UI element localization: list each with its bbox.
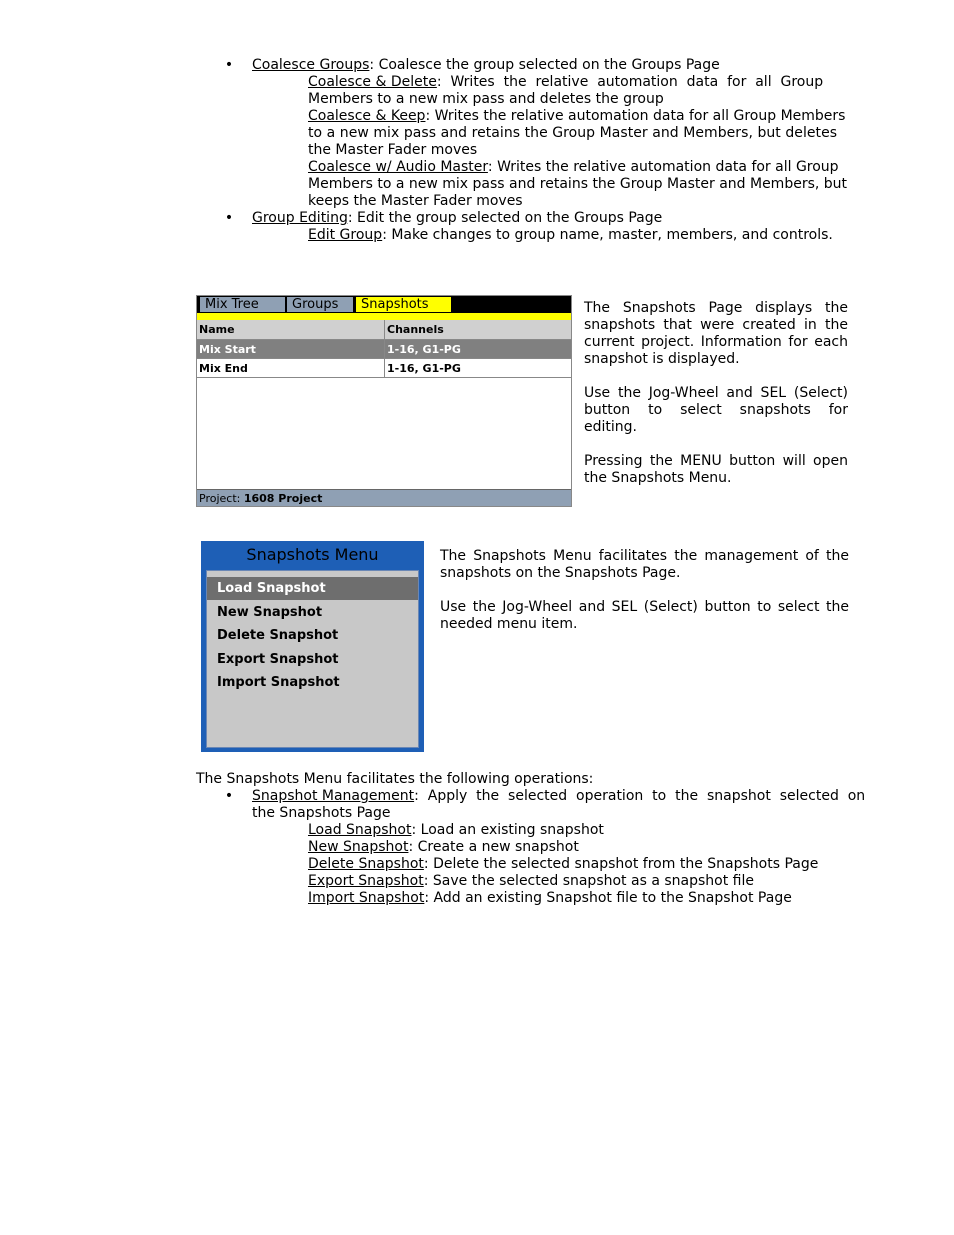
snapshot-management-desc-1: : Apply the selected operation to the snapshot selected on [414,788,866,804]
snapshots-page-text-8: Pressing the MENU button will open [584,453,848,469]
coalesce-groups-term: Coalesce Groups [252,57,370,73]
coalesce-groups-line [252,57,720,74]
bullet-coalesce-groups: • [224,57,234,73]
snapshots-menu-text-2: snapshots on the Snapshots Page. [440,565,681,581]
menu-item-new-snapshot[interactable]: New Snapshot [217,605,323,620]
menu-title: Snapshots Menu [246,545,379,564]
tab-underline [197,313,571,320]
op-delete-line [308,856,818,873]
menu-item-export-snapshot[interactable]: Export Snapshot [217,652,339,667]
group-editing-term: Group Editing [252,210,348,226]
column-divider [384,320,385,378]
op-export-term: Export Snapshot [308,873,424,889]
row-name: Mix Start [199,343,256,356]
coalesce-keep-desc-1: : Writes the relative automation data for all Group Members [425,108,846,124]
op-new-desc: : Create a new snapshot [408,839,579,855]
snapshots-page-text-3: current project. Information for each [584,334,848,350]
coalesce-audio-line3: keeps the Master Fader moves [308,193,523,209]
row-channels: 1-16, G1-PG [387,362,461,375]
op-import-term: Import Snapshot [308,890,425,906]
menu-item-delete-snapshot[interactable]: Delete Snapshot [217,628,339,643]
edit-group-term: Edit Group [308,227,383,243]
operations-intro: The Snapshots Menu facilitates the following operations: [196,771,594,787]
snapshots-page-text-7: editing. [584,419,637,435]
coalesce-groups-desc: : Coalesce the group selected on the Groups Page [369,57,720,73]
coalesce-audio-desc-1: : Writes the relative automation data for all Group [487,159,839,175]
coalesce-delete-term: Coalesce & Delete [308,74,437,90]
op-load-term: Load Snapshot [308,822,412,838]
coalesce-keep-line1 [308,108,845,125]
snapshots-menu-screen [201,541,424,752]
coalesce-keep-line3: the Master Fader moves [308,142,478,158]
op-load-desc: : Load an existing snapshot [411,822,604,838]
snapshots-page-text-1: The Snapshots Page displays the [584,300,848,316]
edit-group-desc: : Make changes to group name, master, members, and controls. [382,227,833,243]
op-export-desc: : Save the selected snapshot as a snapshot file [423,873,754,889]
group-editing-desc: : Edit the group selected on the Groups Page [347,210,663,226]
coalesce-delete-line1 [308,74,823,91]
group-editing-line [252,210,662,227]
menu-item-load-snapshot[interactable]: Load Snapshot [207,577,418,600]
coalesce-delete-desc-1: : Writes the relative automation data for all Group [436,74,824,90]
row-name: Mix End [199,362,248,375]
snapshots-menu-text-3: Use the Jog-Wheel and SEL (Select) button to select the [440,599,849,615]
row-channels: 1-16, G1-PG [387,343,461,356]
tab-groups[interactable]: Groups [287,297,353,312]
snapshot-management-term: Snapshot Management [252,788,415,804]
column-header-channels[interactable]: Channels [387,323,444,336]
coalesce-audio-term: Coalesce w/ Audio Master [308,159,488,175]
footer-label: Project: [199,492,241,505]
bullet-snapshot-management: • [224,788,234,804]
snapshots-page-text-4: snapshot is displayed. [584,351,740,367]
bullet-group-editing: • [224,210,234,226]
coalesce-keep-term: Coalesce & Keep [308,108,426,124]
snapshots-page-text-9: the Snapshots Menu. [584,470,732,486]
footer-project-name: 1608 Project [243,492,323,505]
edit-group-line [308,227,833,244]
snapshots-menu-text-1: The Snapshots Menu facilitates the management of the [440,548,849,564]
coalesce-audio-line1 [308,159,839,176]
snapshots-page-text-6: button to select snapshots for [584,402,848,418]
op-export-line [308,873,754,890]
snapshots-page-screen [196,295,572,507]
snapshot-management-line2: the Snapshots Page [252,805,391,821]
op-delete-term: Delete Snapshot [308,856,424,872]
snapshots-page-text-5: Use the Jog-Wheel and SEL (Select) [584,385,848,401]
op-delete-desc: : Delete the selected snapshot from the Snapshots Page [423,856,819,872]
column-header-name[interactable]: Name [199,323,235,336]
coalesce-keep-line2: to a new mix pass and retains the Group Master and Members, but deletes [308,125,838,141]
snapshot-management-line1 [252,788,865,805]
menu-list [206,570,419,748]
project-footer [197,489,571,506]
tab-mix-tree[interactable]: Mix Tree [200,297,285,312]
op-load-line [308,822,604,839]
snapshots-page-text-2: snapshots that were created in the [584,317,848,333]
tab-snapshots[interactable]: Snapshots [356,297,451,312]
menu-item-import-snapshot[interactable]: Import Snapshot [217,675,340,690]
coalesce-delete-line2: Members to a new mix pass and deletes the group [308,91,664,107]
op-import-line [308,890,792,907]
op-import-desc: : Add an existing Snapshot file to the Snapshot Page [424,890,792,906]
op-new-term: New Snapshot [308,839,409,855]
coalesce-audio-line2: Members to a new mix pass and retains the Group Master and Members, but [308,176,848,192]
snapshots-menu-text-4: needed menu item. [440,616,578,632]
op-new-line [308,839,579,856]
tab-bar [197,296,571,313]
